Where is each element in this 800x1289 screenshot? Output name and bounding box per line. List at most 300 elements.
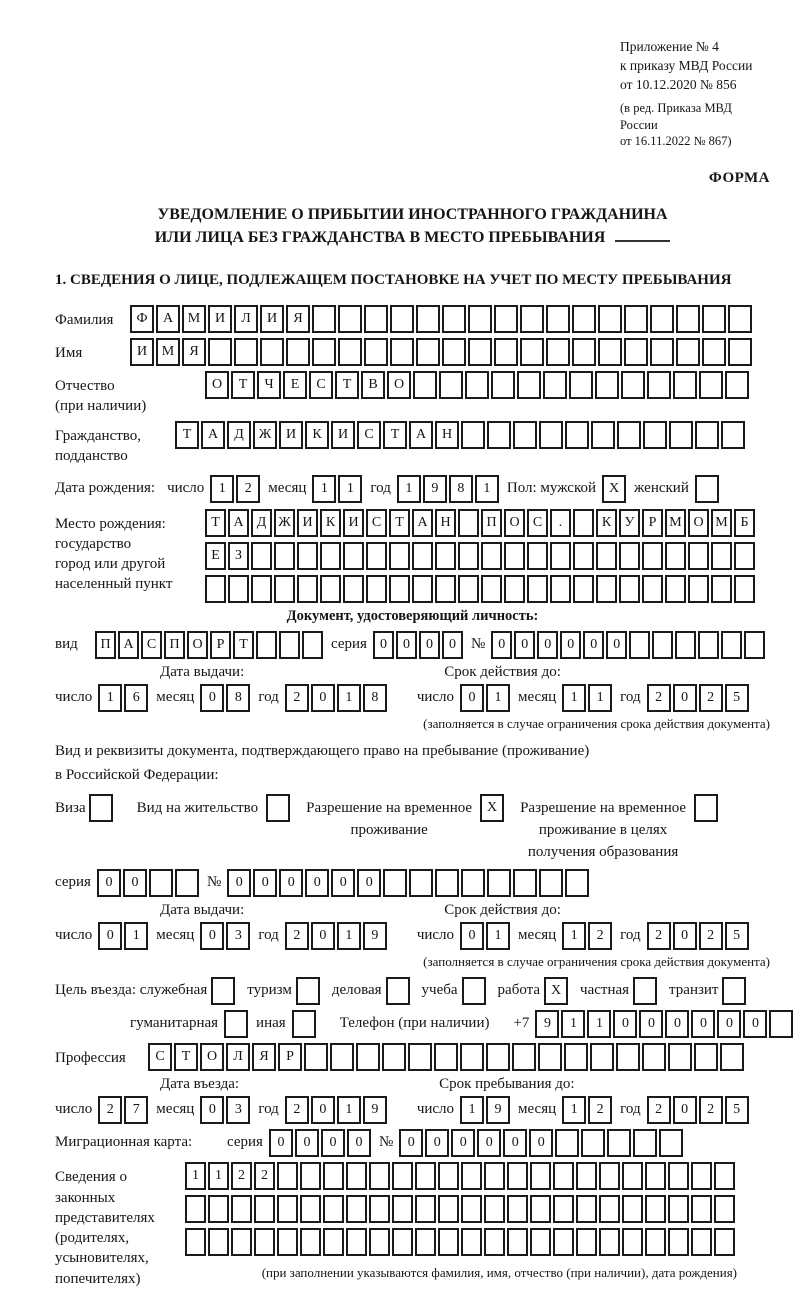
- char-box: [390, 338, 414, 366]
- residence-doc-dates-row: [55, 922, 770, 950]
- char-box: [721, 421, 745, 449]
- char-box: И: [343, 509, 364, 537]
- residence-permit-label: Вид на жительство: [136, 800, 259, 817]
- appendix-line: от 10.12.2020 № 856: [620, 76, 737, 92]
- issue-year-boxes: [285, 922, 389, 950]
- char-box: 6: [124, 684, 148, 712]
- purpose-official-checkbox: [211, 977, 235, 1005]
- char-box: 1: [98, 684, 122, 712]
- residence-doc-note: (заполняется в случае ограничения срока действия документа): [423, 954, 770, 970]
- char-box: [530, 1162, 551, 1190]
- char-box: [346, 1162, 367, 1190]
- char-box: [392, 1162, 413, 1190]
- char-box: 1: [588, 684, 612, 712]
- day-word: число: [167, 479, 205, 496]
- char-box: [484, 1195, 505, 1223]
- surname-row: [55, 305, 770, 333]
- char-box: [300, 1162, 321, 1190]
- char-box: [312, 338, 336, 366]
- char-box: [274, 542, 295, 570]
- char-box: 0: [583, 631, 604, 659]
- profession-label: Профессия: [55, 1050, 126, 1067]
- birthplace-label-line1: Место рождения:: [55, 515, 166, 532]
- char-box: [277, 1162, 298, 1190]
- char-box: 1: [562, 1096, 586, 1124]
- month-word: месяц: [518, 688, 557, 705]
- representatives-label-line: усыновителях,: [55, 1250, 149, 1267]
- temp-residence-edu-option: [520, 794, 720, 863]
- char-box: П: [95, 631, 116, 659]
- appendix-line: Приложение № 4: [620, 39, 719, 54]
- residence-doc-dates-head: [55, 902, 770, 919]
- char-box: 0: [503, 1129, 527, 1157]
- char-box: [698, 631, 719, 659]
- char-box: [645, 1195, 666, 1223]
- char-box: [711, 542, 732, 570]
- char-box: 7: [124, 1096, 148, 1124]
- char-box: [435, 575, 456, 603]
- char-box: [434, 1043, 458, 1071]
- char-box: [205, 575, 226, 603]
- birthdate-day-boxes: [210, 475, 262, 503]
- char-box: [711, 575, 732, 603]
- surname-boxes: [130, 305, 754, 333]
- identity-doc-row: [55, 631, 770, 659]
- char-box: [208, 338, 232, 366]
- char-box: [699, 371, 723, 399]
- char-box: [553, 1162, 574, 1190]
- char-box: [599, 1228, 620, 1256]
- char-box: [543, 371, 567, 399]
- identity-doc-dates-row: [55, 684, 770, 712]
- representatives-note: (при заполнении указываются фамилия, имя, отчество (при наличии), дата рождения): [261, 1265, 737, 1281]
- char-box: 0: [613, 1010, 637, 1038]
- char-box: А: [156, 305, 180, 333]
- char-box: 0: [460, 922, 484, 950]
- char-box: [622, 1195, 643, 1223]
- char-box: 1: [561, 1010, 585, 1038]
- char-box: [668, 1228, 689, 1256]
- form-label: ФОРМА: [708, 170, 770, 187]
- char-box: [461, 869, 485, 897]
- purpose-other-label: иная: [256, 1015, 286, 1032]
- char-box: 0: [311, 1096, 335, 1124]
- char-box: 9: [423, 475, 447, 503]
- residence-number-boxes: [227, 869, 591, 897]
- char-box: 0: [279, 869, 303, 897]
- entry-year-boxes: [285, 1096, 389, 1124]
- char-box: 1: [208, 1162, 229, 1190]
- residence-series-boxes: [97, 869, 201, 897]
- char-box: [458, 542, 479, 570]
- char-box: [507, 1162, 528, 1190]
- entry-day-boxes: [98, 1096, 150, 1124]
- valid-month-boxes: [562, 922, 614, 950]
- year-word: год: [620, 688, 641, 705]
- birthdate-row: [55, 475, 770, 503]
- month-word: месяц: [518, 1101, 557, 1118]
- representatives-strips: [185, 1162, 737, 1281]
- char-box: [461, 1228, 482, 1256]
- char-box: [364, 305, 388, 333]
- char-box: [517, 371, 541, 399]
- char-box: 0: [717, 1010, 741, 1038]
- char-box: З: [228, 542, 249, 570]
- char-box: [513, 421, 537, 449]
- char-box: О: [187, 631, 208, 659]
- char-box: А: [228, 509, 249, 537]
- char-box: [254, 1195, 275, 1223]
- char-box: [300, 1228, 321, 1256]
- valid-year-boxes: [647, 922, 751, 950]
- char-box: О: [205, 371, 229, 399]
- char-box: [415, 1228, 436, 1256]
- char-box: [208, 1228, 229, 1256]
- entry-month-boxes: [200, 1096, 252, 1124]
- char-box: [520, 305, 544, 333]
- char-box: [413, 371, 437, 399]
- char-box: 0: [331, 869, 355, 897]
- purpose-label: Цель въезда: служебная: [55, 982, 208, 999]
- char-box: [546, 305, 570, 333]
- char-box: [185, 1228, 206, 1256]
- temp-residence-edu-line3: получения образования: [527, 843, 679, 860]
- char-box: [484, 1162, 505, 1190]
- char-box: Т: [231, 371, 255, 399]
- char-box: [665, 542, 686, 570]
- char-box: 9: [363, 1096, 387, 1124]
- char-box: [369, 1162, 390, 1190]
- patronymic-boxes: [205, 371, 751, 399]
- citizenship-label-line1: Гражданство,: [55, 428, 142, 445]
- char-box: [297, 542, 318, 570]
- char-box: [694, 1043, 718, 1071]
- representatives-boxes-row1: [185, 1162, 737, 1190]
- char-box: [461, 1195, 482, 1223]
- char-box: С: [148, 1043, 172, 1071]
- char-box: [494, 338, 518, 366]
- doc-kind-boxes: [95, 631, 325, 659]
- number-word: №: [378, 1134, 394, 1151]
- char-box: [650, 305, 674, 333]
- char-box: 1: [475, 475, 499, 503]
- char-box: К: [596, 509, 617, 537]
- profession-boxes: [148, 1043, 746, 1071]
- purpose-private-checkbox: [633, 977, 657, 1005]
- char-box: 1: [486, 684, 510, 712]
- char-box: 0: [200, 684, 224, 712]
- char-box: 0: [673, 1096, 697, 1124]
- char-box: [461, 1162, 482, 1190]
- amendment-line: (в ред. Приказа МВД России: [620, 100, 732, 132]
- char-box: .: [550, 509, 571, 537]
- month-word: месяц: [518, 927, 557, 944]
- purpose-tourism-label: туризм: [247, 982, 292, 999]
- citizenship-row: [55, 421, 770, 467]
- char-box: [530, 1228, 551, 1256]
- char-box: [389, 542, 410, 570]
- char-box: [624, 305, 648, 333]
- char-box: [676, 305, 700, 333]
- doc-kind-label: вид: [55, 635, 78, 652]
- sex-male-label: Пол: мужской: [506, 479, 597, 496]
- char-box: 9: [535, 1010, 559, 1038]
- char-box: 0: [311, 684, 335, 712]
- char-box: [149, 869, 173, 897]
- month-word: месяц: [156, 688, 195, 705]
- sex-male-checkbox: X: [602, 475, 626, 503]
- char-box: [416, 305, 440, 333]
- char-box: [538, 1043, 562, 1071]
- char-box: [665, 575, 686, 603]
- char-box: 9: [486, 1096, 510, 1124]
- char-box: 0: [425, 1129, 449, 1157]
- sex-female-checkbox: [695, 475, 719, 503]
- representatives-label-line: Сведения о: [55, 1169, 127, 1186]
- char-box: [553, 1228, 574, 1256]
- char-box: С: [141, 631, 162, 659]
- char-box: Т: [205, 509, 226, 537]
- char-box: [596, 575, 617, 603]
- char-box: [277, 1228, 298, 1256]
- char-box: Ч: [257, 371, 281, 399]
- char-box: [550, 575, 571, 603]
- char-box: [645, 1162, 666, 1190]
- char-box: [596, 542, 617, 570]
- char-box: [507, 1195, 528, 1223]
- char-box: 5: [725, 684, 749, 712]
- patronymic-row: [55, 371, 770, 417]
- representatives-label-line: попечителях): [55, 1270, 141, 1287]
- char-box: [504, 575, 525, 603]
- stay-day-boxes: [460, 1096, 512, 1124]
- stay-until-label: Срок пребывания до:: [439, 1076, 575, 1093]
- temp-residence-line2: проживание: [350, 821, 428, 838]
- char-box: 0: [460, 684, 484, 712]
- char-box: [460, 1043, 484, 1071]
- char-box: 0: [673, 684, 697, 712]
- char-box: [468, 338, 492, 366]
- char-box: [659, 1129, 683, 1157]
- char-box: 2: [285, 1096, 309, 1124]
- char-box: [539, 421, 563, 449]
- char-box: [484, 1228, 505, 1256]
- valid-day-boxes: [460, 684, 512, 712]
- birthdate-year-boxes: [397, 475, 501, 503]
- char-box: [274, 575, 295, 603]
- char-box: 1: [312, 475, 336, 503]
- citizenship-label-line2: подданство: [55, 448, 128, 465]
- char-box: [721, 631, 742, 659]
- residence-doc-intro2: в Российской Федерации:: [55, 767, 219, 784]
- char-box: [565, 421, 589, 449]
- patronymic-label-line1: Отчество: [55, 377, 115, 394]
- char-box: [573, 575, 594, 603]
- char-box: [416, 338, 440, 366]
- char-box: [650, 338, 674, 366]
- char-box: С: [527, 509, 548, 537]
- char-box: И: [130, 338, 154, 366]
- char-box: 0: [514, 631, 535, 659]
- char-box: [645, 1228, 666, 1256]
- number-word: №: [206, 874, 222, 891]
- char-box: [617, 421, 641, 449]
- char-box: Т: [335, 371, 359, 399]
- char-box: [251, 575, 272, 603]
- char-box: [642, 542, 663, 570]
- char-box: [185, 1195, 206, 1223]
- valid-day-boxes: [460, 922, 512, 950]
- sex-female-label: женский: [634, 479, 689, 496]
- char-box: Я: [182, 338, 206, 366]
- representatives-label-line: (родителях,: [55, 1230, 130, 1247]
- char-box: [702, 338, 726, 366]
- issue-month-boxes: [200, 684, 252, 712]
- char-box: [366, 542, 387, 570]
- char-box: [415, 1195, 436, 1223]
- issue-day-boxes: [98, 922, 150, 950]
- char-box: 0: [442, 631, 463, 659]
- char-box: [624, 338, 648, 366]
- name-row: [55, 338, 770, 366]
- patronymic-label: [55, 371, 205, 417]
- char-box: [728, 338, 752, 366]
- residence-doc-options-row: [55, 794, 770, 863]
- char-box: [676, 338, 700, 366]
- char-box: [527, 542, 548, 570]
- char-box: 2: [254, 1162, 275, 1190]
- month-word: месяц: [268, 479, 307, 496]
- char-box: [442, 305, 466, 333]
- char-box: 0: [347, 1129, 371, 1157]
- char-box: [565, 869, 589, 897]
- char-box: 8: [363, 684, 387, 712]
- char-box: И: [331, 421, 355, 449]
- char-box: [491, 371, 515, 399]
- purpose-business-checkbox: [386, 977, 410, 1005]
- char-box: [435, 869, 459, 897]
- char-box: [279, 631, 300, 659]
- char-box: [520, 338, 544, 366]
- char-box: 0: [743, 1010, 767, 1038]
- char-box: [621, 371, 645, 399]
- char-box: О: [200, 1043, 224, 1071]
- char-box: 8: [226, 684, 250, 712]
- char-box: [576, 1195, 597, 1223]
- char-box: 5: [725, 1096, 749, 1124]
- char-box: Р: [278, 1043, 302, 1071]
- char-box: 2: [98, 1096, 122, 1124]
- char-box: [231, 1228, 252, 1256]
- series-word: серия: [227, 1134, 263, 1151]
- doc-number-boxes: [491, 631, 767, 659]
- birthdate-label: Дата рождения:: [55, 479, 156, 496]
- char-box: [569, 371, 593, 399]
- issue-month-boxes: [200, 922, 252, 950]
- char-box: [591, 421, 615, 449]
- char-box: И: [297, 509, 318, 537]
- day-word: число: [416, 1101, 455, 1118]
- char-box: [720, 1043, 744, 1071]
- char-box: [412, 542, 433, 570]
- birthplace-label-line2: государство: [55, 535, 132, 552]
- day-word: число: [55, 927, 93, 944]
- char-box: [277, 1195, 298, 1223]
- identity-doc-note: (заполняется в случае ограничения срока действия документа): [423, 715, 770, 731]
- char-box: Ж: [274, 509, 295, 537]
- char-box: 0: [606, 631, 627, 659]
- char-box: 0: [537, 631, 558, 659]
- char-box: 0: [396, 631, 417, 659]
- char-box: [343, 575, 364, 603]
- char-box: [297, 575, 318, 603]
- char-box: А: [118, 631, 139, 659]
- citizenship-label: [55, 421, 175, 467]
- purpose-work-checkbox: X: [544, 977, 568, 1005]
- char-box: [458, 575, 479, 603]
- char-box: О: [387, 371, 411, 399]
- char-box: Т: [383, 421, 407, 449]
- char-box: [691, 1228, 712, 1256]
- char-box: [647, 371, 671, 399]
- title-blank-line: [615, 240, 670, 242]
- char-box: [668, 1043, 692, 1071]
- char-box: В: [361, 371, 385, 399]
- char-box: 0: [399, 1129, 423, 1157]
- purpose-work-label: работа: [497, 982, 541, 999]
- char-box: 2: [647, 1096, 671, 1124]
- patronymic-label-line2: (при наличии): [55, 397, 147, 414]
- char-box: 0: [491, 631, 512, 659]
- char-box: Ф: [130, 305, 154, 333]
- char-box: [527, 575, 548, 603]
- char-box: [629, 631, 650, 659]
- char-box: [487, 421, 511, 449]
- identity-doc-dates-head: [55, 664, 770, 681]
- char-box: Е: [283, 371, 307, 399]
- char-box: [691, 1162, 712, 1190]
- birthdate-month-boxes: [312, 475, 364, 503]
- visa-label: Виза: [55, 800, 86, 817]
- char-box: [338, 338, 362, 366]
- year-word: год: [258, 688, 279, 705]
- char-box: 0: [311, 922, 335, 950]
- char-box: [481, 542, 502, 570]
- char-box: [228, 575, 249, 603]
- representatives-label-line: представителях: [55, 1209, 155, 1226]
- char-box: [553, 1195, 574, 1223]
- char-box: 0: [665, 1010, 689, 1038]
- valid-month-boxes: [562, 684, 614, 712]
- year-word: год: [370, 479, 391, 496]
- citizenship-boxes: [175, 421, 747, 449]
- temp-residence-edu-line1: Разрешение на временное: [520, 800, 687, 817]
- section1-heading: 1. СВЕДЕНИЯ О ЛИЦЕ, ПОДЛЕЖАЩЕМ ПОСТАНОВКЕ НА УЧЕТ ПО МЕСТУ ПРЕБЫВАНИЯ: [55, 271, 732, 288]
- char-box: М: [665, 509, 686, 537]
- char-box: [688, 542, 709, 570]
- char-box: 2: [647, 922, 671, 950]
- char-box: [323, 1162, 344, 1190]
- char-box: [366, 575, 387, 603]
- char-box: И: [279, 421, 303, 449]
- char-box: [409, 869, 433, 897]
- char-box: Б: [734, 509, 755, 537]
- char-box: 2: [699, 922, 723, 950]
- char-box: [643, 421, 667, 449]
- char-box: 1: [486, 922, 510, 950]
- char-box: [555, 1129, 579, 1157]
- stay-month-boxes: [562, 1096, 614, 1124]
